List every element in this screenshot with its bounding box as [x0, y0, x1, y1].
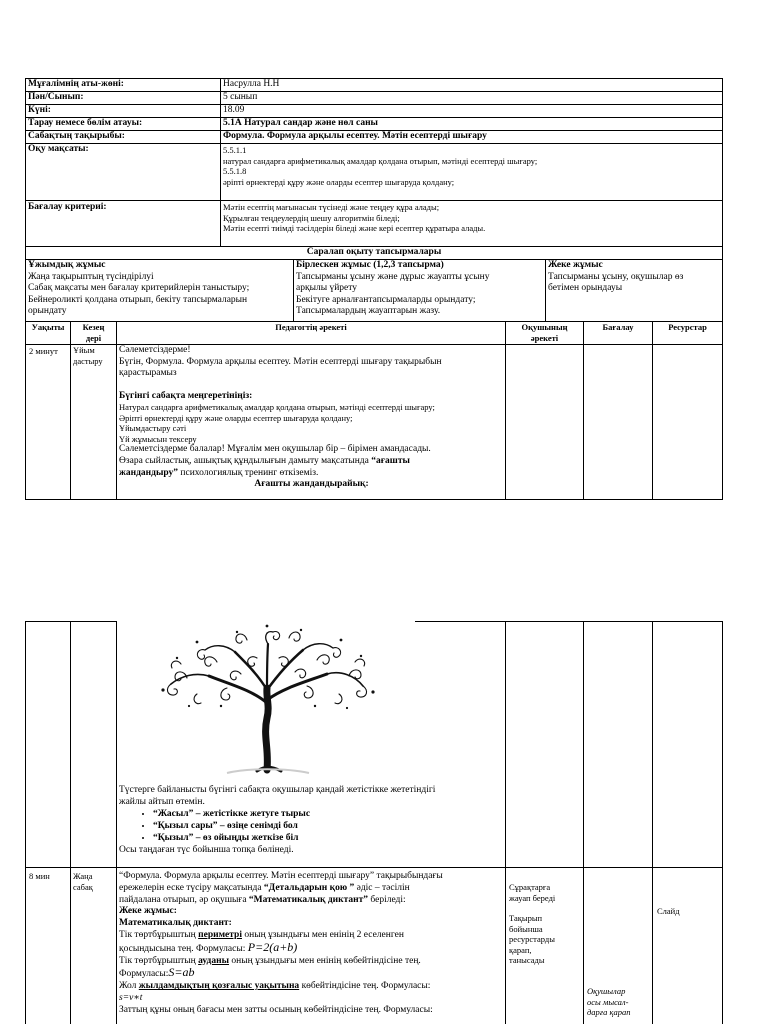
date-label: Күні: [28, 105, 51, 115]
row2-stage: Жаңа сабақ [73, 871, 93, 892]
header-student-action: Оқушының әрекеті [521, 322, 568, 343]
tree-image [117, 618, 415, 778]
bullet-orange: • “Қызыл сары” – өзіңе сенімді бол [153, 820, 504, 832]
area-formula: S=ab [168, 965, 195, 980]
topic-value: Формула. Формула арқылы есептеу. Мәтін есептерді шығару [223, 131, 487, 141]
teacher-name-value: Насрулла Н.Н [223, 79, 280, 89]
header-resources: Ресурстар [668, 322, 707, 332]
row2-teacher-action: “Формула. Формула арқылы есептеу. Мәтін есептерді шығару” тақырыбындағы ережелерін еске түсіру мақсатында “Детальдарын қою ” әдіс – тәсілін пайдалана отырып, әр оқушыға “Математикалық диктант” беріледі: Жеке жұмыс: Математикалық диктант: Тік төртбұрыштың периметрі оның ұзындығы мен енінің 2 еселенген қосындысына тең. Формуласы: P=2(a+b) Тік төртбұрыштың ауданы оның ұзындығы мен енінің көбейтіндісіне тең. Формуласы:S=ab Жол жылдамдықтың қозғалыс уақытына көбейтіндісіне тең. Формуласы: s=v∗t Заттың құны оның бағасы мен затты осының көбейтіндісіне тең. Формуласы: [119, 871, 504, 1024]
row1-teacher-action: Сәлеметсіздерме! Бүгін, Формула. Формула арқылы есептеу. Мәтін есептерді шығару тақырыбын қарастырамыз Бүгінгі сабақта меңгеретініңіз: Натурал сандарға арифметикалық амалдар қолдана отырып, мәтінді есептерді шығару; Әріпті өрнектерді құру және оларды есептер шығаруда қолдану; Ұйымдастыру сәті Үй жұмысын тексеру Сәлеметсіздерме балалар! Мұғалім мен оқушылар бір – бірімен амандасады. Өзара сыйластық, ашықтық құндылығын дамыту мақсатында “ағашты жандандыру” психологиялық тренинг өткіземіз. Ағашты жандандырайық: [119, 345, 442, 490]
row1-time: 2 минут [29, 346, 58, 356]
path-formula: s=v∗t [119, 992, 143, 1003]
row2-student-action: Сұрақтарға жауап береді Тақырып бойынша ресурстарды қарап, танысады [509, 882, 556, 965]
assessment-criteria-label: Бағалау критериі: [28, 202, 107, 212]
group-work: Ұжымдық жұмыс Жаңа тақырыптың түсіндірілуі Сабақ мақсаты мен бағалау критерийлерін таныстыру; Бейнероликті қолдана отырып, бекіту тапсырмаларын орындату [28, 260, 250, 316]
joint-work: Бірлескен жұмыс (1,2,3 тапсырма) Тапсырманы ұсыну және дұрыс жауапты ұсыну арқылы үйрету Бекітуге арналғантапсырмаларды орындату; Тапсырмалардың жауаптарын жазу. [296, 260, 490, 316]
header-teacher-action: Педагогтің әрекеті [275, 322, 347, 332]
subject-class-value: 5 сынып [223, 92, 258, 102]
header-assessment: Бағалау [602, 322, 634, 332]
learning-objectives-label: Оқу мақсаты: [28, 144, 89, 154]
date-value: 18.09 [223, 105, 245, 115]
chapter-value: 5.1А Натурал сандар және нөл саны [223, 118, 378, 128]
bullet-green: • “Жасыл” – жетістікке жетуге тырыс [153, 808, 504, 820]
header-stage: Кезең дері [82, 322, 105, 343]
chapter-label: Тарау немесе бөлім атауы: [28, 118, 143, 128]
differentiated-tasks-title: Саралап оқыту тапсырмалары [306, 247, 442, 257]
row2-resources: Слайд [657, 906, 680, 916]
row2-assessment: Оқушылар осы мысал- дарға қарап [587, 986, 631, 1017]
topic-label: Сабақтың тақырыбы: [28, 131, 125, 141]
bullet-red: • “Қызыл” – өз ойыңды жеткізе біл [153, 832, 504, 844]
teacher-name-label: Мұғалімнің аты-жөні: [28, 79, 124, 89]
row2-time: 8 мин [29, 871, 50, 881]
learning-objectives: 5.5.1.1 натурал сандарға арифметикалық амалдар қолдана отырып, мәтінді есептерді шығару; 5.5.1.8 әріпті өрнектерді құру және оларды есептер шығаруда қолдану; [223, 145, 538, 187]
perimeter-formula: P=2(a+b) [247, 939, 298, 954]
assessment-criteria: Мәтін есептің мағынасын түсінеді және теңдеу құра алады; Құрылған теңдеулердің шешу алгоритмін біледі; Мәтін есепті тиімді тәсілдерін біледі және кері есептер құратыра алады. [223, 202, 486, 233]
subject-class-label: Пән/Сынып: [28, 92, 84, 102]
row1-stage: Ұйым дастыру [73, 345, 103, 366]
tree-illustration-icon [117, 618, 415, 778]
colors-section: Түстерге байланысты бүгінгі сабақта оқушылар қандай жетістікке жететіндігі жайлы айтып өтемін. • “Жасыл” – жетістікке жетуге тырыс • “Қызыл сары” – өзіңе сенімді бол • “Қызыл” – өз ойыңды жеткізе біл Осы таңдаған түс бойынша топқа бөлінеді. [119, 784, 504, 856]
header-time: Уақыты [31, 322, 65, 332]
individual-work: Жеке жұмыс Тапсырманы ұсыну, оқушылар өз бетімен орындауы [548, 260, 684, 293]
